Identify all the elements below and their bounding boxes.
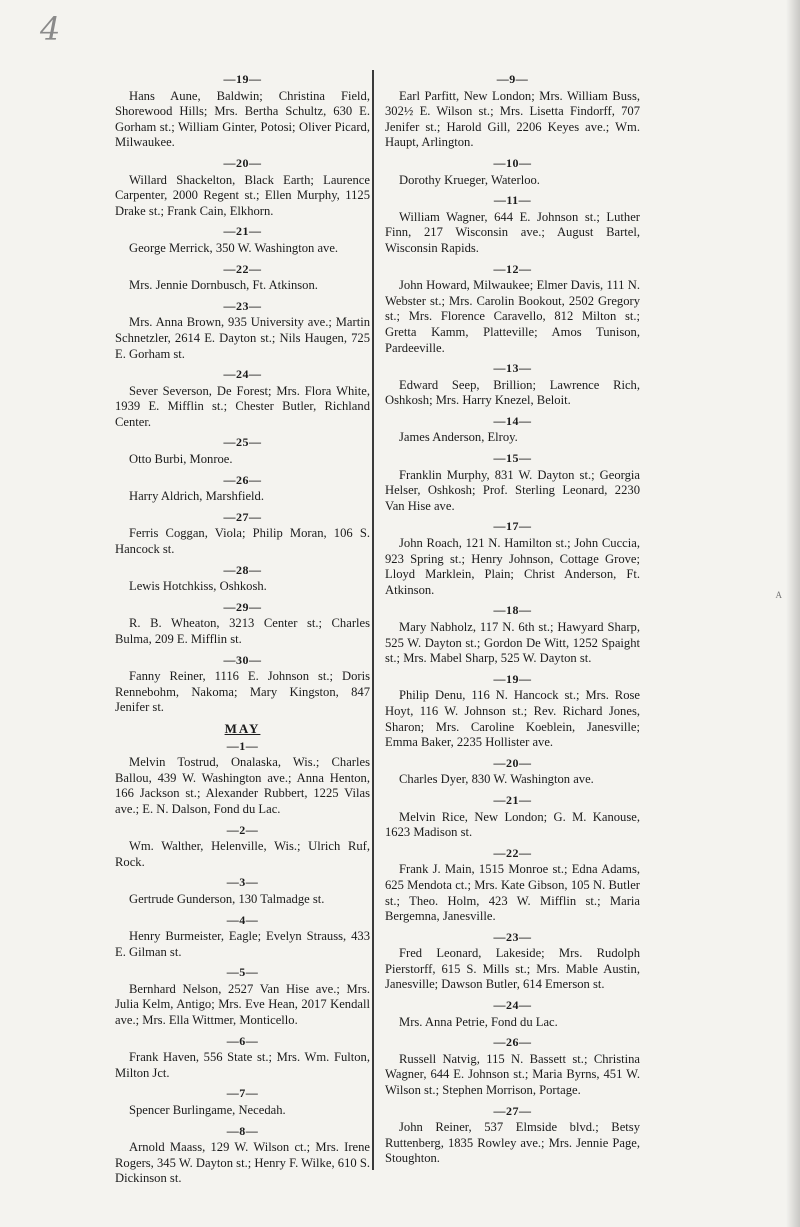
date-number: —3— bbox=[226, 875, 259, 890]
birthday-entry: Gertrude Gunderson, 130 Talmadge st. bbox=[129, 891, 325, 906]
birthday-entry: R. B. Wheaton, 3213 Center st.; Charles Bulma, 209 E. Mifflin st. bbox=[115, 616, 370, 646]
right-column bbox=[385, 70, 640, 1172]
date-number: —18— bbox=[493, 603, 532, 618]
birthday-entry: Edward Seep, Brillion; Lawrence Rich, Oshkosh; Mrs. Harry Knezel, Beloit. bbox=[385, 377, 640, 408]
birthday-entry: Arnold Maass, 129 W. Wilson ct.; Mrs. Irene Rogers, 345 W. Dayton st.; Henry F. Wilke, 610 S. Dickinson st. bbox=[115, 1140, 370, 1186]
may-birthday-list bbox=[115, 739, 370, 1187]
birthday-entry: Fanny Reiner, 1116 E. Johnson st.; Doris Rennebohm, Nakoma; Mary Kingston, 847 Jenifer st. bbox=[115, 669, 370, 715]
date-number: —24— bbox=[223, 367, 262, 382]
birthday-entry: Mrs. Anna Brown, 935 University ave.; Martin Schnetzler, 2614 E. Dayton st.; Nils Haugen, 725 E. Gorham st. bbox=[115, 315, 370, 361]
birthday-entry: Dorothy Krueger, Waterloo. bbox=[399, 172, 540, 187]
date-number: —9— bbox=[496, 72, 529, 86]
date-number: —27— bbox=[223, 509, 262, 524]
birthday-entry: Sever Severson, De Forest; Mrs. Flora White, 1939 E. Mifflin st.; Chester Butler, Richland Center. bbox=[115, 383, 370, 429]
date-number: —1— bbox=[226, 738, 259, 753]
date-number: —4— bbox=[226, 912, 259, 927]
date-number: —17— bbox=[493, 519, 532, 534]
birthday-entry: Fred Leonard, Lakeside; Mrs. Rudolph Pierstorff, 615 S. Mills st.; Mrs. Mable Austin, Janesville; Dawson Butler, 614 Emerson st. bbox=[385, 946, 640, 992]
birthday-entry: Harry Aldrich, Marshfield. bbox=[129, 489, 264, 504]
birthday-entry: Willard Shackelton, Black Earth; Laurence Carpenter, 2000 Regent st.; Ellen Murphy, 1125 Drake st.; Frank Cain, Elkhorn. bbox=[115, 172, 370, 218]
date-number: —28— bbox=[223, 562, 262, 577]
birthday-entry: Wm. Walther, Helenville, Wis.; Ulrich Ruf, Rock. bbox=[115, 839, 370, 869]
birthday-entry: Frank Haven, 556 State st.; Mrs. Wm. Fulton, Milton Jct. bbox=[115, 1050, 370, 1080]
date-number: —23— bbox=[493, 929, 532, 944]
april-birthday-list bbox=[115, 72, 370, 716]
date-number: —19— bbox=[223, 72, 262, 86]
date-number: —26— bbox=[223, 472, 262, 487]
date-number: —12— bbox=[493, 261, 532, 276]
date-number: —20— bbox=[493, 755, 532, 770]
birthday-entry: Bernhard Nelson, 2527 Van Hise ave.; Mrs. Julia Kelm, Antigo; Mrs. Eve Hean, 2017 Kendall ave.; Mrs. Ella Wittmer, Monticello. bbox=[115, 981, 370, 1028]
birthday-entry: Charles Dyer, 830 W. Washington ave. bbox=[399, 772, 594, 787]
date-number: —13— bbox=[493, 361, 532, 376]
birthday-entry: Franklin Murphy, 831 W. Dayton st.; Georgia Helser, Oshkosh; Prof. Sterling Leonard, 2230 Van Hise ave. bbox=[385, 467, 640, 513]
birthday-entry: Otto Burbi, Monroe. bbox=[129, 452, 233, 467]
column-divider bbox=[372, 70, 374, 1170]
date-number: —26— bbox=[493, 1035, 532, 1050]
date-number: —10— bbox=[493, 155, 532, 170]
birthday-entry: John Roach, 121 N. Hamilton st.; John Cuccia, 923 Spring st.; Henry Johnson, Cottage Grove; Lloyd Marklein, Plain; Christ Anderson, Ft. Atkinson. bbox=[385, 536, 640, 597]
birthday-entry: Lewis Hotchkiss, Oshkosh. bbox=[129, 579, 267, 594]
birthday-entry: Ferris Coggan, Viola; Philip Moran, 106 S. Hancock st. bbox=[115, 526, 370, 557]
birthday-entry: Spencer Burlingame, Necedah. bbox=[129, 1103, 286, 1118]
birthday-entry: Russell Natvig, 115 N. Bassett st.; Christina Wagner, 644 E. Johnson st.; Maria Byrns, 451 W. Wilson st.; Stephen Morrison, Portage. bbox=[385, 1051, 640, 1098]
margin-mark: A bbox=[775, 590, 782, 600]
date-number: —25— bbox=[223, 435, 262, 450]
date-number: —6— bbox=[226, 1033, 259, 1048]
left-column bbox=[115, 70, 370, 1192]
date-number: —14— bbox=[493, 413, 532, 428]
birthday-entry: Earl Parfitt, New London; Mrs. William Buss, 302½ E. Wilson st.; Mrs. Lisetta Findorff, 707 Jenifer st.; Harold Gill, 2206 Keyes ave.; Wm. Haupt, Arlington. bbox=[385, 88, 640, 150]
birthday-entry: Mrs. Jennie Dornbusch, Ft. Atkinson. bbox=[129, 278, 318, 293]
birthday-entry: Melvin Tostrud, Onalaska, Wis.; Charles Ballou, 439 W. Washington ave.; Anna Henton, 166 Jackson st.; Alexander Rubbert, 1225 Vilas ave.; E. N. Dalson, Fond du Lac. bbox=[115, 755, 370, 816]
handwritten-page-number: 4 bbox=[40, 10, 61, 48]
date-number: —27— bbox=[493, 1103, 532, 1118]
date-number: —11— bbox=[493, 193, 532, 208]
date-number: —2— bbox=[226, 822, 259, 837]
birthday-entry: Philip Denu, 116 N. Hancock st.; Mrs. Rose Hoyt, 116 W. Johnson st.; Rev. Richard Jones, Sharon; Mrs. Caroline Koeblein, Janesville; Emma Baker, 2235 Hollister ave. bbox=[385, 688, 640, 750]
birthday-entry: Hans Aune, Baldwin; Christina Field, Shorewood Hills; Mrs. Bertha Schultz, 630 E. Gorham st.; William Ginter, Potosi; Oliver Picard, Milwaukee. bbox=[115, 88, 370, 150]
date-number: —19— bbox=[493, 671, 532, 686]
date-number: —30— bbox=[223, 652, 262, 667]
date-number: —24— bbox=[493, 998, 532, 1013]
birthday-entry: John Howard, Milwaukee; Elmer Davis, 111 N. Webster st.; Mrs. Carolin Bookout, 2502 Gregory st.; Mrs. Florence Caravello, 812 Milton st.; Gretta Kamm, Platteville; Amos Tunison, Pardeeville. bbox=[385, 278, 640, 355]
birthday-entry: Frank J. Main, 1515 Monroe st.; Edna Adams, 625 Mendota ct.; Mrs. Kate Gibson, 105 N. Butler st.; Theo. Holm, 423 W. Mifflin st.; Maria Bergemna, Janesville. bbox=[385, 862, 640, 924]
birthday-entry: Mary Nabholz, 117 N. 6th st.; Hawyard Sharp, 525 W. Dayton st.; Gordon De Witt, 1252 Spaight st.; Mrs. Mabel Sharp, 525 W. Dayton st. bbox=[385, 620, 640, 666]
date-number: —22— bbox=[223, 261, 262, 276]
birthday-entry: James Anderson, Elroy. bbox=[399, 430, 518, 445]
date-number: —22— bbox=[493, 845, 532, 860]
birthday-entry: John Reiner, 537 Elmside blvd.; Betsy Ruttenberg, 1835 Rowley ave.; Mrs. Jennie Page, Stoughton. bbox=[385, 1120, 640, 1166]
date-number: —23— bbox=[223, 298, 262, 313]
birthday-entry: Mrs. Anna Petrie, Fond du Lac. bbox=[399, 1014, 558, 1029]
date-number: —7— bbox=[226, 1086, 259, 1101]
date-number: —15— bbox=[493, 451, 532, 466]
date-number: —21— bbox=[223, 224, 262, 239]
date-number: —8— bbox=[226, 1123, 259, 1138]
birthday-entry: Henry Burmeister, Eagle; Evelyn Strauss, 433 E. Gilman st. bbox=[115, 929, 370, 959]
date-number: —20— bbox=[223, 155, 262, 170]
month-heading: MAY bbox=[224, 720, 261, 736]
birthday-entry: George Merrick, 350 W. Washington ave. bbox=[129, 240, 339, 255]
birthday-entry: Melvin Rice, New London; G. M. Kanouse, 1623 Madison st. bbox=[385, 809, 640, 840]
scan-edge-shadow bbox=[786, 0, 800, 1227]
birthday-entry: William Wagner, 644 E. Johnson st.; Luther Finn, 217 Wisconsin ave.; August Bartel, Wisconsin Rapids. bbox=[385, 209, 640, 255]
date-number: —29— bbox=[223, 599, 262, 614]
date-number: —21— bbox=[493, 792, 532, 807]
may-birthday-list-continued bbox=[385, 72, 640, 1167]
date-number: —5— bbox=[226, 965, 259, 980]
